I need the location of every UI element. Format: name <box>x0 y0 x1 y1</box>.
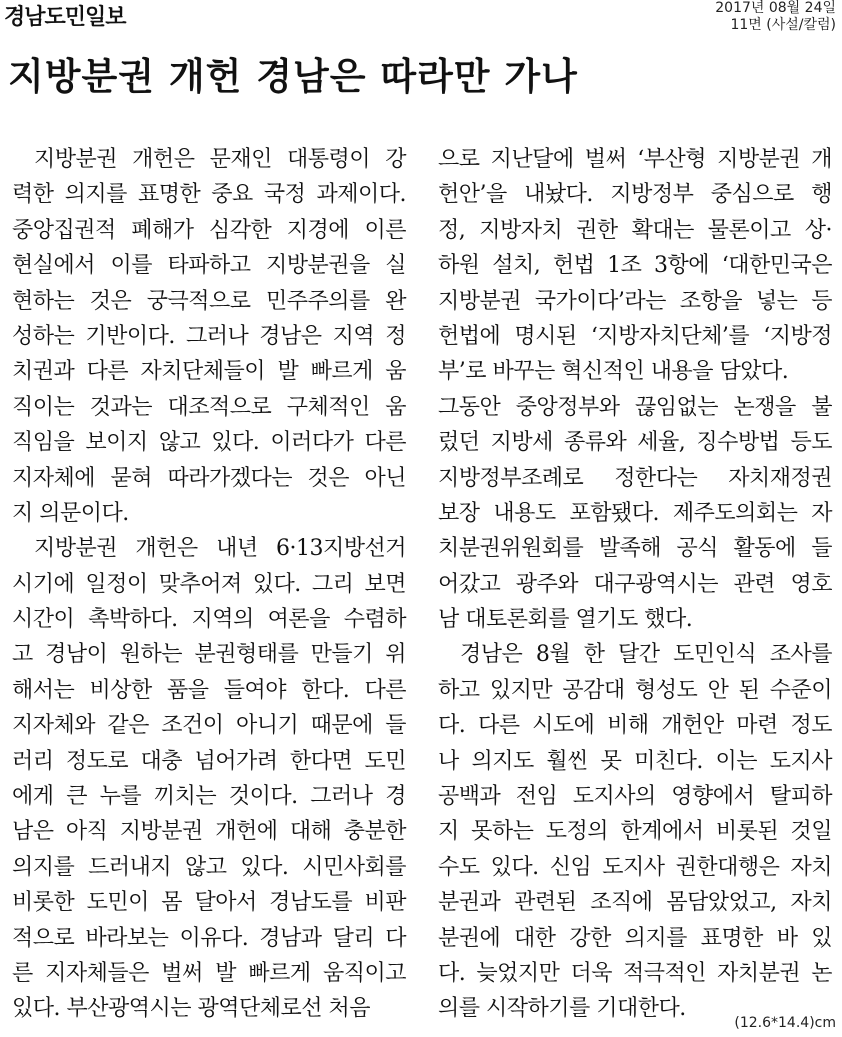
article-text-line: 그동안 중앙정부와 끊임없는 논쟁을 불 <box>438 394 832 420</box>
article-text-line: 지방분권 개헌은 내년 6·13지방선거 <box>34 536 406 562</box>
article-size-note: (12.6*14.4)cm <box>734 1015 836 1031</box>
article-text-line: 정, 지방자치 권한 확대는 물론이고 상· <box>438 217 832 243</box>
article-headline: 지방분권 개헌 경남은 따라만 가나 <box>8 54 578 98</box>
publication-info <box>715 0 836 34</box>
article-text-line: 의를 시작하기를 기대한다. <box>438 996 686 1022</box>
article-text-line: 공백과 전임 도지사의 영향에서 탈피하 <box>438 784 832 810</box>
article-text-line: 다. 다른 시도에 비해 개헌안 마련 정도 <box>438 713 832 739</box>
article-text-line: 에게 큰 누를 끼치는 것이다. 그러나 경 <box>12 784 406 810</box>
article-text-line: 남은 아직 지방분권 개헌에 대해 충분한 <box>12 819 406 845</box>
article-text-line: 직임을 보이지 않고 있다. 이러다가 다른 <box>12 430 406 456</box>
article-text-line: 현하는 것은 궁극적으로 민주주의를 완 <box>12 288 406 314</box>
article-text-line: 으로 지난달에 벌써 ‘부산형 지방분권 개 <box>438 147 832 172</box>
article-text-line: 현실에서 이를 타파하고 지방분권을 실 <box>12 253 406 279</box>
article-column-left <box>12 142 406 1027</box>
article-text-line: 중앙집권적 폐해가 심각한 지경에 이른 <box>12 217 406 243</box>
article-text-line: 지 의문이다. <box>12 500 129 526</box>
article-text-line: 렀던 지방세 종류와 세율, 징수방법 등도 <box>438 430 832 456</box>
article-text-line: 지자체와 같은 조건이 아니기 때문에 들 <box>12 713 406 739</box>
publication-date: 2017년 08월 24일 <box>715 0 836 16</box>
article-text-line: 치권과 다른 자치단체들이 발 빠르게 움 <box>12 359 406 385</box>
article-text-line: 나 의지도 훨씬 못 미친다. 이는 도지사 <box>438 748 832 774</box>
article-text-line: 하원 설치, 헌법 1조 3항에 ‘대한민국은 <box>438 253 832 279</box>
article-text-line: 헌법에 명시된 ‘지방자치단체’를 ‘지방정 <box>438 323 832 349</box>
article-text-line: 지방정부조례로 정한다는 자치재정권 <box>438 465 832 491</box>
article-text-line: 남 대토론회를 열기도 했다. <box>438 607 693 633</box>
article-text-line: 지방분권 국가이다’라는 조항을 넣는 등 <box>438 288 832 314</box>
article-text-line: 지자체에 묻혀 따라가겠다는 것은 아닌 <box>12 465 406 491</box>
article-text-line: 경남은 8월 한 달간 도민인식 조사를 <box>460 642 832 668</box>
article-text-line: 치분권위원회를 발족해 공식 활동에 들 <box>438 536 832 562</box>
article-text-line: 러리 정도로 대충 넘어가려 한다면 도민 <box>12 748 406 774</box>
article-column-right <box>438 142 832 1027</box>
article-text-line: 시기에 일정이 맞추어져 있다. 그리 보면 <box>12 571 406 597</box>
article-text-line: 고 경남이 원하는 분권형태를 만들기 위 <box>12 642 406 668</box>
article-text-line: 부’로 바꾸는 혁신적인 내용을 담았다. <box>438 359 789 385</box>
newspaper-masthead: 경남도민일보 <box>4 5 126 30</box>
article-text-line: 른 지자체들은 벌써 발 빠르게 움직이고 <box>12 960 406 986</box>
article-text-line: 비롯한 도민이 몸 달아서 경남도를 비판 <box>12 890 406 916</box>
article-text-line: 해서는 비상한 품을 들여야 한다. 다른 <box>12 677 406 703</box>
article-text-line: 력한 의지를 표명한 중요 국정 과제이다. <box>12 182 406 208</box>
article-text-line: 분권과 관련된 조직에 몸담았었고, 자치 <box>438 890 832 916</box>
article-text-line: 시간이 촉박하다. 지역의 여론을 수렴하 <box>12 607 406 633</box>
article-text-line: 있다. 부산광역시는 광역단체로선 처음 <box>12 996 371 1022</box>
article-text-line: 지 못하는 도정의 한계에서 비롯된 것일 <box>438 819 832 845</box>
page-section: 11면 (사설/칼럼) <box>730 17 836 33</box>
article-text-line: 수도 있다. 신임 도지사 권한대행은 자치 <box>438 854 832 880</box>
article-text-line: 다. 늦었지만 더욱 적극적인 자치분권 논 <box>438 960 832 986</box>
article-text-line: 의지를 드러내지 않고 있다. 시민사회를 <box>12 854 406 880</box>
article-text-line: 보장 내용도 포함됐다. 제주도의회는 자 <box>438 500 832 526</box>
article-text-line: 분권에 대한 강한 의지를 표명한 바 있 <box>438 925 832 951</box>
article-text-line: 하고 있지만 공감대 형성도 안 된 수준이 <box>438 677 832 703</box>
article-text-line: 적으로 바라보는 이유다. 경남과 달리 다 <box>12 925 406 951</box>
article-text-line: 헌안’을 내놨다. 지방정부 중심으로 행 <box>438 182 832 208</box>
article-text-line: 지방분권 개헌은 문재인 대통령이 강 <box>34 147 406 172</box>
article-text-line: 어갔고 광주와 대구광역시는 관련 영호 <box>438 571 832 597</box>
article-text-line: 직이는 것과는 대조적으로 구체적인 움 <box>12 394 406 420</box>
article-text-line: 성하는 기반이다. 그러나 경남은 지역 정 <box>12 323 406 349</box>
